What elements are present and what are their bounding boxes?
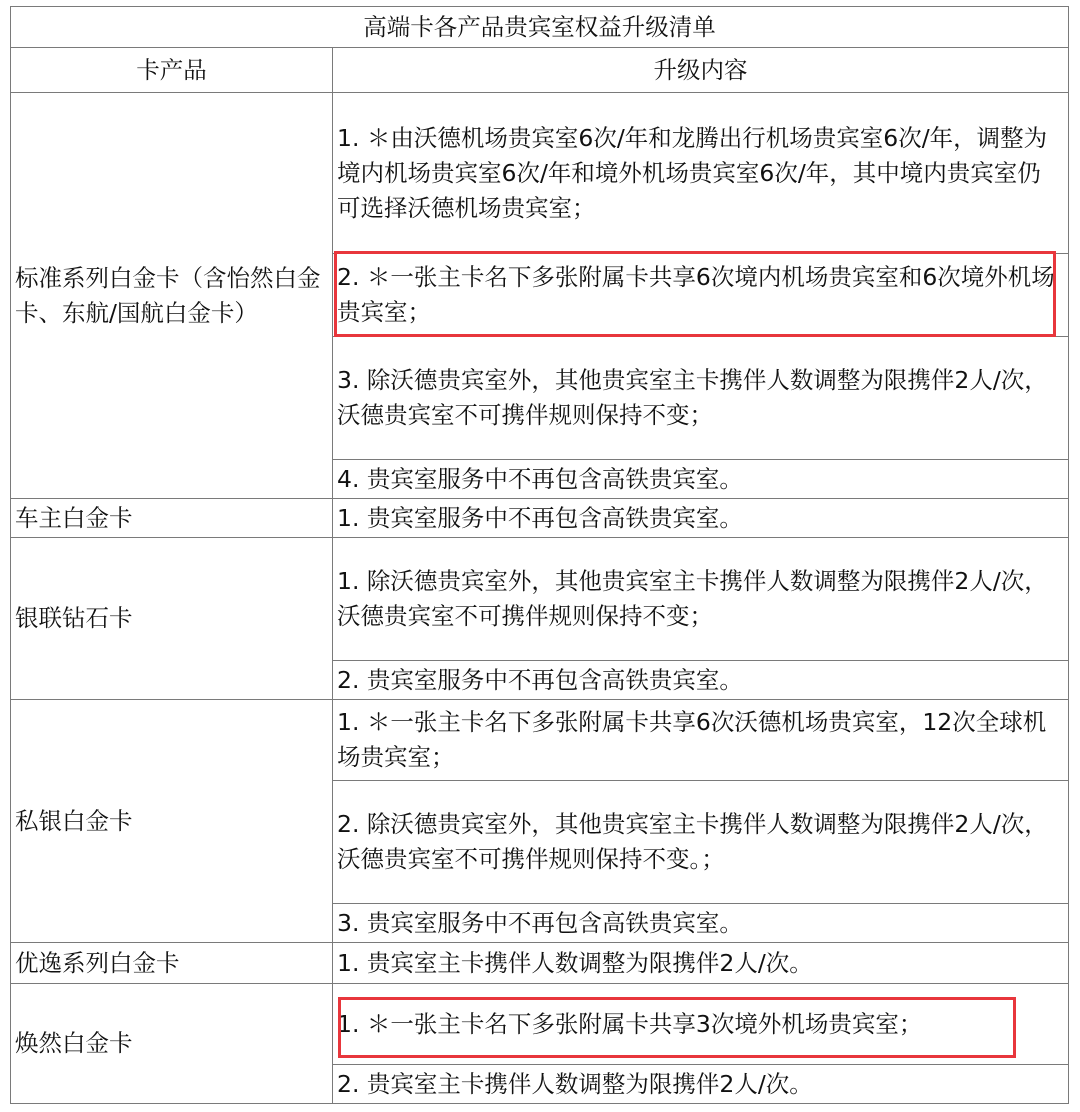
lounge-upgrade-table bbox=[10, 6, 1069, 1104]
upgrade-item: 3. 贵宾室服务中不再包含高铁贵宾室。 bbox=[333, 904, 1069, 943]
product-name: 标准系列白金卡（含怡然白金卡、东航/国航白金卡） bbox=[11, 93, 333, 499]
upgrade-item: 4. 贵宾室服务中不再包含高铁贵宾室。 bbox=[333, 460, 1069, 499]
product-name: 焕然白金卡 bbox=[11, 984, 333, 1104]
table-row bbox=[11, 538, 1069, 661]
upgrade-item: 1. ＊一张主卡名下多张附属卡共享3次境外机场贵宾室； bbox=[333, 984, 1069, 1065]
upgrade-item: 2. 贵宾室主卡携伴人数调整为限携伴2人/次。 bbox=[333, 1065, 1069, 1104]
upgrade-item: 1. 除沃德贵宾室外，其他贵宾室主卡携伴人数调整为限携伴2人/次，沃德贵宾室不可携伴规则保持不变； bbox=[333, 538, 1069, 661]
column-header-content: 升级内容 bbox=[333, 48, 1069, 93]
table-row bbox=[11, 499, 1069, 538]
upgrade-item: 1. 贵宾室服务中不再包含高铁贵宾室。 bbox=[333, 499, 1069, 538]
table-row bbox=[11, 984, 1069, 1065]
upgrade-item: 1. 贵宾室主卡携伴人数调整为限携伴2人/次。 bbox=[333, 943, 1069, 984]
column-header-product: 卡产品 bbox=[11, 48, 333, 93]
title-row bbox=[11, 7, 1069, 48]
product-name: 车主白金卡 bbox=[11, 499, 333, 538]
table-row bbox=[11, 93, 1069, 254]
product-name: 优逸系列白金卡 bbox=[11, 943, 333, 984]
upgrade-item: 3. 除沃德贵宾室外，其他贵宾室主卡携伴人数调整为限携伴2人/次，沃德贵宾室不可携伴规则保持不变； bbox=[333, 337, 1069, 460]
upgrade-item: 2. 除沃德贵宾室外，其他贵宾室主卡携伴人数调整为限携伴2人/次，沃德贵宾室不可携伴规则保持不变。； bbox=[333, 781, 1069, 904]
table-row bbox=[11, 700, 1069, 781]
product-name: 私银白金卡 bbox=[11, 700, 333, 943]
upgrade-item: 2. 贵宾室服务中不再包含高铁贵宾室。 bbox=[333, 661, 1069, 700]
upgrade-item: 2. ＊一张主卡名下多张附属卡共享6次境内机场贵宾室和6次境外机场贵宾室； bbox=[333, 254, 1069, 337]
product-name: 银联钻石卡 bbox=[11, 538, 333, 700]
upgrade-item: 1. ＊由沃德机场贵宾室6次/年和龙腾出行机场贵宾室6次/年，调整为境内机场贵宾室6次/年和境外机场贵宾室6次/年，其中境内贵宾室仍可选择沃德机场贵宾室； bbox=[333, 93, 1069, 254]
table-title: 高端卡各产品贵宾室权益升级清单 bbox=[11, 7, 1069, 48]
header-row bbox=[11, 48, 1069, 93]
upgrade-item: 1. ＊一张主卡名下多张附属卡共享6次沃德机场贵宾室，12次全球机场贵宾室； bbox=[333, 700, 1069, 781]
table-row bbox=[11, 943, 1069, 984]
